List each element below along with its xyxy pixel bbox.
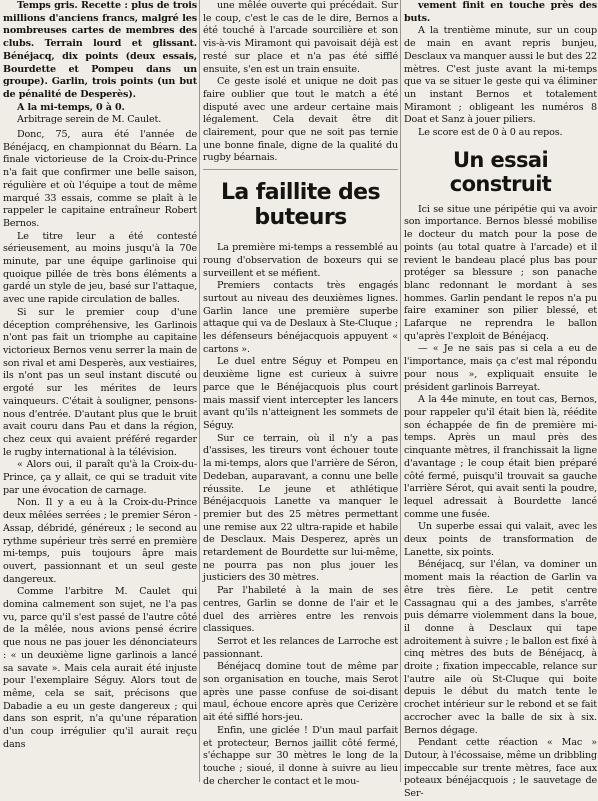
article-paragraph: Ici se situe une péripétie qui va avoir son importance. Bernos blessé mobilise le docteur du match pour la pose de points (au total quatre à l'arcade) et il revient le bandeau placé plus bas pour protéger sa blessure ; son panache blanc redonnant le mordant à ses hommes. Garlin pendant le repos n'a pu faire examiner son pilier blessé, et Lafarque ne reprendra le ballon qu'après l'exploit de Bénéjacq. xyxy=(404,203,597,342)
column-left xyxy=(3,0,197,782)
article-paragraph: Sur ce terrain, où il n'y a pas d'assises, les tireurs vont échouer toute la mi-temps, alors que l'arrière de Séron, Dedeban, auparavant, a connu une belle réussite. Le jeune et athlétique Bénéjacquois Lanette va manquer le premier but des 25 mètres permettant une remise aux 22 ultra-rapide et habile de Desclaux. Mais Desperez, après un retardement de Bourdette sur lui-même, ne pourra pas non plus jouer les justiciers des 30 mètres. xyxy=(203,432,398,584)
article-paragraph: Temps gris. Recette : plus de trois millions d'anciens francs, malgré les nombreuses cartes de membres des clubs. Terrain lourd et glissant. Bénéjacq, dix points (deux essais, Bourdette et Pompeu dans un groupe). Garlin, trois points (un but de pénalité de Desperès). xyxy=(3,0,197,100)
article-paragraph: A la mi-temps, 0 à 0. xyxy=(17,101,125,113)
article-paragraph: Donc, 75, aura été l'année de Bénéjacq, en championnat du Béarn. La finale victorieuse de la Croix-du-Prince n'a fait que confirmer une belle saison, régulière et où l'équipe a tout de même marqué 33 essais, comme se plaît à le rappeler le capitaine entraîneur Robert Bernos. xyxy=(3,129,197,229)
article-paragraph: Si sur le premier coup d'une déception compréhensive, les Garlinois n'ont pas fait un triomphe au capitaine victorieux Bernos venu serrer la main de son rival et ami Desperès, aux vestiaires, ils n'ont pas un seul instant discuté ou ergoté sur les mérites de leurs vainqueurs. C'était à souligner, pensons-nous d'entrée. D'autant plus que le bruit avait couru dans Pau et dans la région, chez ceux qui avaient préféré regarder le rugby international à la télévision. xyxy=(3,306,197,458)
article-paragraph: Bénéjacq, sur l'élan, va dominer un moment mais la réaction de Garlin va être très fière. Le petit centre Cassagnau qui a des jambes, s'arrête puis démarre violemment dans la boue, il donne à Desclaux qui tape adroitement à suivre ; le ballon est fixé à cinq mètres des buts de Bénéjacq, à droite ; fixation impeccable, relance sur l'autre aile où St-Cluque qui boite depuis le début du match tente le crochet intérieur sur le rebond et se fait accrocher avec la balle de six à six. Bernos dégage. xyxy=(404,559,597,736)
article-paragraph: vement finit en touche près des buts. xyxy=(404,0,597,24)
article-paragraph: Serrot et les relances de Larroche est passionnant. xyxy=(203,635,398,660)
column-rule xyxy=(199,0,200,782)
article-subheading-faillite: La faillite des buteurs xyxy=(221,180,380,231)
article-paragraph: Bénéjacq domine tout de même par son organisation en touche, mais Serot après une passe confuse de soi-disant maul, échoue encore après que Cerizère ait été sifflé hors-jeu. xyxy=(203,661,398,724)
article-paragraph: Enfin, une giclée ! D'un maul parfait et protecteur, Bernos jaillit côté fermé, s'échappe sur 30 mètres le long de la touche ; sioué, il donne à suivre au lieu de chercher le contact et le mou- xyxy=(203,724,398,787)
article-paragraph: Un superbe essai qui valait, avec les deux points de transformation de Lanette, six points. xyxy=(404,521,597,558)
article-paragraph: Le titre leur a été contesté sérieusement, au moins jusqu'à la 70e minute, par une équipe garlinoise qui quoique pillée de très bons éléments a gardé un style de jeu, basé sur l'attaque, avec une rapide circulation de balles. xyxy=(3,230,197,306)
article-paragraph: — « Je ne sais pas si cela a eu de l'importance, mais ça c'est mal répondu pour nous », expliquait ensuite le président garlinois Barreyat. xyxy=(404,343,597,393)
article-paragraph: Par l'habileté à la main de ses centres, Garlin se donne de l'air et le duel des arrières entre les renvois classiques. xyxy=(203,585,398,635)
article-paragraph: A la 44e minute, en tout cas, Bernos, pour rappeler qu'il était bien là, réédite son échappée de fin de première mi-temps. Après un maul près des cinquante mètres, il franchissait la ligne d'avantage ; le coup était bien préparé côté fermé, puisqu'il trouvait sa gauche l'arrière Sérot, qui avait senti la poudre, lequel adressait à Bourdette lancé comme une fusée. xyxy=(404,394,597,520)
section-divider xyxy=(203,169,398,170)
column-middle xyxy=(203,0,398,787)
article-paragraph: Comme l'arbitre M. Caulet qui domina calmement son sujet, ne l'a pas vu, parce qu'il s'est passé de l'autre côté de la mêlée, nous avions pensé écrire que nous ne pas jouer les dénonciateurs : « un deuxième ligne garlinois a lancé sa savate ». Mais cela aurait été injuste pour l'exemplaire Séguy. Alors tout de même, cela se sait, précisons que Dabadie a eu un geste dangereux ; qui dans son esprit, n'a qu'une réparation d'un coup irrégulier qu'il aurait reçu dans xyxy=(3,586,197,750)
article-paragraph: « Alors oui, il paraît qu'à la Croix-du-Prince, ça y allait, ce qui se traduit vite par une évocation de carnage. xyxy=(3,459,197,496)
article-paragraph: Ce geste isolé et unique ne doit pas faire oublier que tout le match a été disputé avec une ardeur certaine mais légalement. Cela devait être dit clairement, pour que ne soit pas ternie une bonne finale, digne de la qualité du rugby béarnais. xyxy=(203,76,398,164)
article-paragraph: A la trentième minute, sur un coup de main en avant repris bunjeu, Desclaux va manquer aussi le but des 22 mètres. C'est juste avant la mi-temps que va se situer le geste qui va éliminer un instant Bernos et totalement Miramont ; obligeant les numéros 8 Doat et Sanz à jouer piliers. xyxy=(404,25,597,126)
article-subheading-essai: Un essai construit xyxy=(449,147,552,196)
article-paragraph: La première mi-temps a ressemblé au roung d'observation de boxeurs qui se surveillent et se méfient. xyxy=(203,242,398,279)
column-rule xyxy=(400,0,401,782)
article-paragraph: Pendant cette réaction « Mac » Dutour, à l'écossaise, même un dribbling impeccable sur trente mètres, face aux poteaux bénéjacquois ; le sauvetage de Ser- xyxy=(404,737,597,800)
column-right xyxy=(404,0,597,800)
article-paragraph: Non. Il y a eu à la Croix-du-Prince deux mêlées serrées ; le premier Séron - Assap, débridé, généreux ; le second au rythme supérieur très serré en première mi-temps, puis toujours âpre mais ouvert, passionnant et un seul geste dangereux. xyxy=(3,497,197,585)
article-paragraph: une mêlée ouverte qui précédait. Sur le coup, c'est le cas de le dire, Bernos a été touché à l'arcade sourcilière et son vis-à-vis Miramont qui pavoisait déjà est resté sur place et n'a pas été sifflé ensuite, s'en est un train ensuite. xyxy=(203,0,398,75)
article-paragraph: Arbitrage serein de M. Caulet. xyxy=(17,114,162,126)
article-paragraph: Le duel entre Séguy et Pompeu en deuxième ligne est curieux à suivre parce que le Bénéjacquois plus court mais massif vient intercepter les lancers avant qu'ils n'atteignent les sommets de Séguy. xyxy=(203,356,398,431)
article-paragraph: Le score est de 0 à 0 au repos. xyxy=(418,127,563,139)
article-paragraph: Premiers contacts très engagés surtout au niveau des deuxièmes lignes. Garlin lance une première superbe attaque qui va de Deslaux à Ste-Cluque ; les défenseurs bénéjacquois appuyent « cartons ». xyxy=(203,280,398,355)
